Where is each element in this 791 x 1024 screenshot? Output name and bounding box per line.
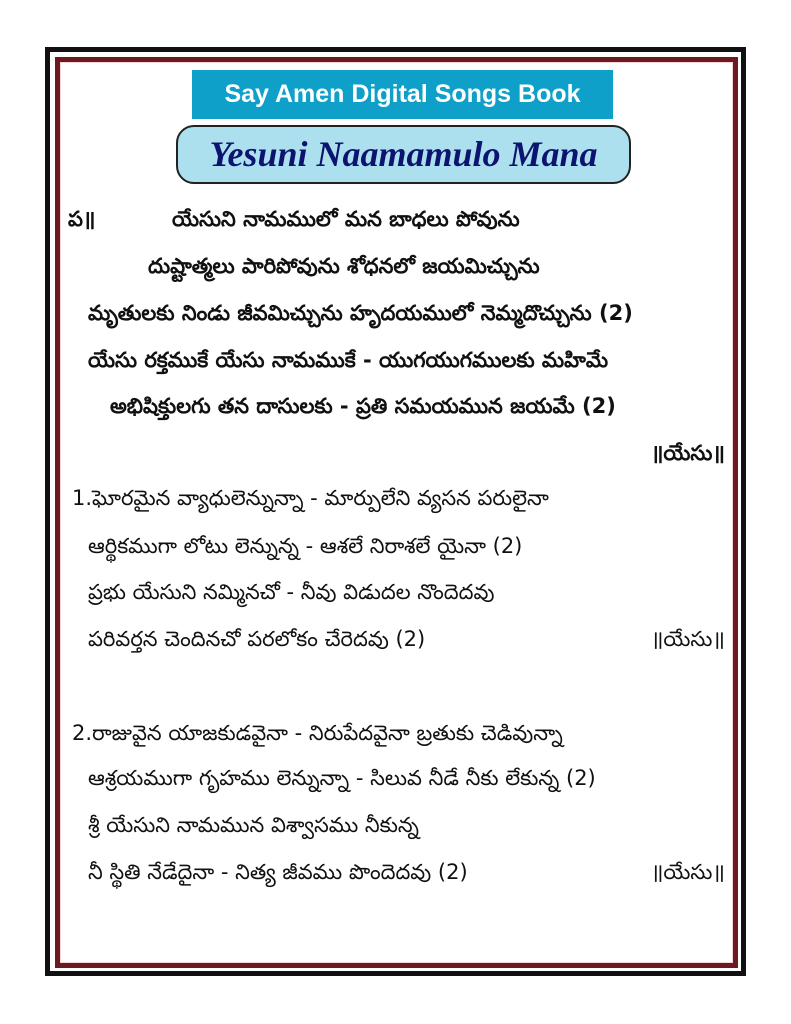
verse-line: నీ స్థితి నేడేదైనా - నిత్య జీవము పొందెదవు (2) <box>88 860 468 884</box>
verse-line: ఆశ్రయముగా గృహము లెన్నున్నా - సిలువ నీడే నీకు లేకున్న (2) <box>88 766 596 790</box>
verse-line: పరివర్తన చెందినచో పరలోకం చేరెదవు (2) <box>88 627 426 651</box>
verse-line: రాజువైన యాజకుడవైనా - నిరుపేదవైనా బ్రతుకు చెడివున్నా <box>92 721 563 745</box>
song-title-box <box>176 125 631 184</box>
refrain-tag: ॥యేసు॥ <box>650 441 725 465</box>
songbook-banner <box>192 70 613 119</box>
chorus-line: అభిషిక్తులగు తన దాసులకు - ప్రతి సమయమున జయమే (2) <box>110 394 616 418</box>
chorus-line: దుష్టాత్మలు పారిపోవును శోధనలో జయమిచ్చును <box>148 254 540 278</box>
verse-number: 1. <box>72 486 93 510</box>
verse-line: ఘోరమైన వ్యాధులెన్నున్నా - మార్పులేని వ్యసన పరులైనా <box>92 486 549 510</box>
chorus-line: యేసుని నామములో మన బాధలు పోవును <box>172 207 520 231</box>
refrain-tag: ॥యేసు॥ <box>650 860 725 884</box>
verse-line: ప్రభు యేసుని నమ్మినచో - నీవు విడుదల నొందెదవు <box>88 580 495 604</box>
song-title: Yesuni Naamamulo Mana <box>209 134 598 174</box>
banner-text: Say Amen Digital Songs Book <box>224 80 581 108</box>
chorus-line: మృతులకు నిండు జీవమిచ్చును హృదయములో నెమ్మదొచ్చును (2) <box>88 301 633 325</box>
chorus-line: యేసు రక్తముకే యేసు నామముకే - యుగయుగములకు మహిమే <box>88 348 609 372</box>
chorus-label: ప॥ <box>68 207 96 231</box>
verse-line: శ్రీ యేసుని నామమున విశ్వాసము నీకున్న <box>88 813 419 837</box>
verse-number: 2. <box>72 721 93 745</box>
refrain-tag: ॥యేసు॥ <box>650 627 725 651</box>
verse-line: ఆర్థికముగా లోటు లెన్నున్న - ఆశలే నిరాశలే యైనా (2) <box>88 534 523 558</box>
